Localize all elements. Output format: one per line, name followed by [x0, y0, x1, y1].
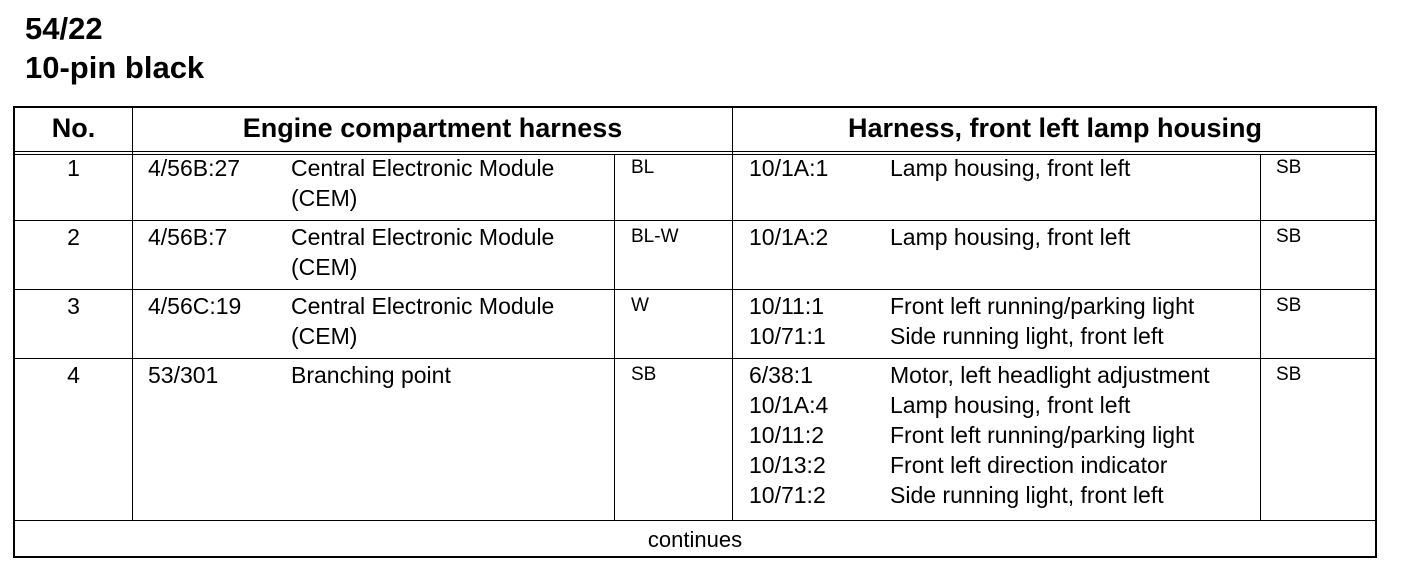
lamp-harness-code: 10/11:2 [749, 422, 825, 448]
wire-color: SB [1276, 364, 1302, 385]
wire-color: SB [1276, 295, 1302, 316]
wire-color: SB [1276, 226, 1302, 247]
column-divider [614, 155, 615, 520]
column-divider [132, 108, 133, 520]
engine-harness-desc: (CEM) [291, 185, 358, 211]
engine-harness-desc: Central Electronic Module [291, 224, 555, 250]
col-header-no: No. [51, 113, 96, 143]
engine-harness-desc: Central Electronic Module [291, 293, 555, 319]
engine-harness-desc: (CEM) [291, 323, 358, 349]
engine-harness-desc: (CEM) [291, 254, 358, 280]
lamp-harness-code: 10/71:2 [749, 482, 826, 508]
connector-name: 10-pin black [25, 50, 205, 85]
lamp-harness-desc: Motor, left headlight adjustment [890, 362, 1210, 388]
connector-code: 54/22 [25, 11, 103, 46]
lamp-harness-code: 6/38:1 [749, 362, 813, 388]
lamp-harness-desc: Front left running/parking light [890, 293, 1195, 319]
wire-color: BL-W [631, 226, 679, 247]
column-divider [1260, 155, 1261, 520]
col-header-lamp-harness: Harness, front left lamp housing [847, 113, 1263, 143]
pin-number: 4 [67, 362, 80, 388]
lamp-harness-desc: Front left running/parking light [890, 422, 1195, 448]
pin-number: 1 [67, 155, 80, 181]
lamp-harness-desc: Front left direction indicator [890, 452, 1168, 478]
engine-harness-code: 4/56B:7 [148, 224, 228, 250]
wire-color: W [631, 295, 649, 316]
lamp-harness-desc: Lamp housing, front left [890, 392, 1131, 418]
row-divider [15, 220, 1375, 221]
column-divider [732, 108, 733, 520]
pin-number: 2 [67, 224, 80, 250]
engine-harness-code: 4/56B:27 [148, 155, 241, 181]
engine-harness-desc: Central Electronic Module [291, 155, 555, 181]
lamp-harness-code: 10/1A:1 [749, 155, 829, 181]
wire-color: SB [1276, 157, 1302, 178]
engine-harness-code: 53/301 [148, 362, 219, 388]
lamp-harness-code: 10/1A:2 [749, 224, 829, 250]
pin-number: 3 [67, 293, 80, 319]
col-header-engine-harness: Engine compartment harness [242, 113, 623, 143]
row-divider [15, 289, 1375, 290]
engine-harness-code: 4/56C:19 [148, 293, 242, 319]
pinout-table [13, 106, 1377, 558]
lamp-harness-code: 10/1A:4 [749, 392, 829, 418]
lamp-harness-code: 10/71:1 [749, 323, 826, 349]
row-divider [15, 358, 1375, 359]
wire-color: SB [631, 364, 657, 385]
lamp-harness-code: 10/13:2 [749, 452, 826, 478]
lamp-harness-desc: Side running light, front left [890, 482, 1164, 508]
lamp-harness-desc: Side running light, front left [890, 323, 1164, 349]
continues-note: continues [647, 527, 743, 552]
engine-harness-desc: Branching point [291, 362, 451, 388]
wire-color: BL [631, 157, 655, 178]
lamp-harness-desc: Lamp housing, front left [890, 155, 1131, 181]
lamp-harness-code: 10/11:1 [749, 293, 825, 319]
lamp-harness-desc: Lamp housing, front left [890, 224, 1131, 250]
